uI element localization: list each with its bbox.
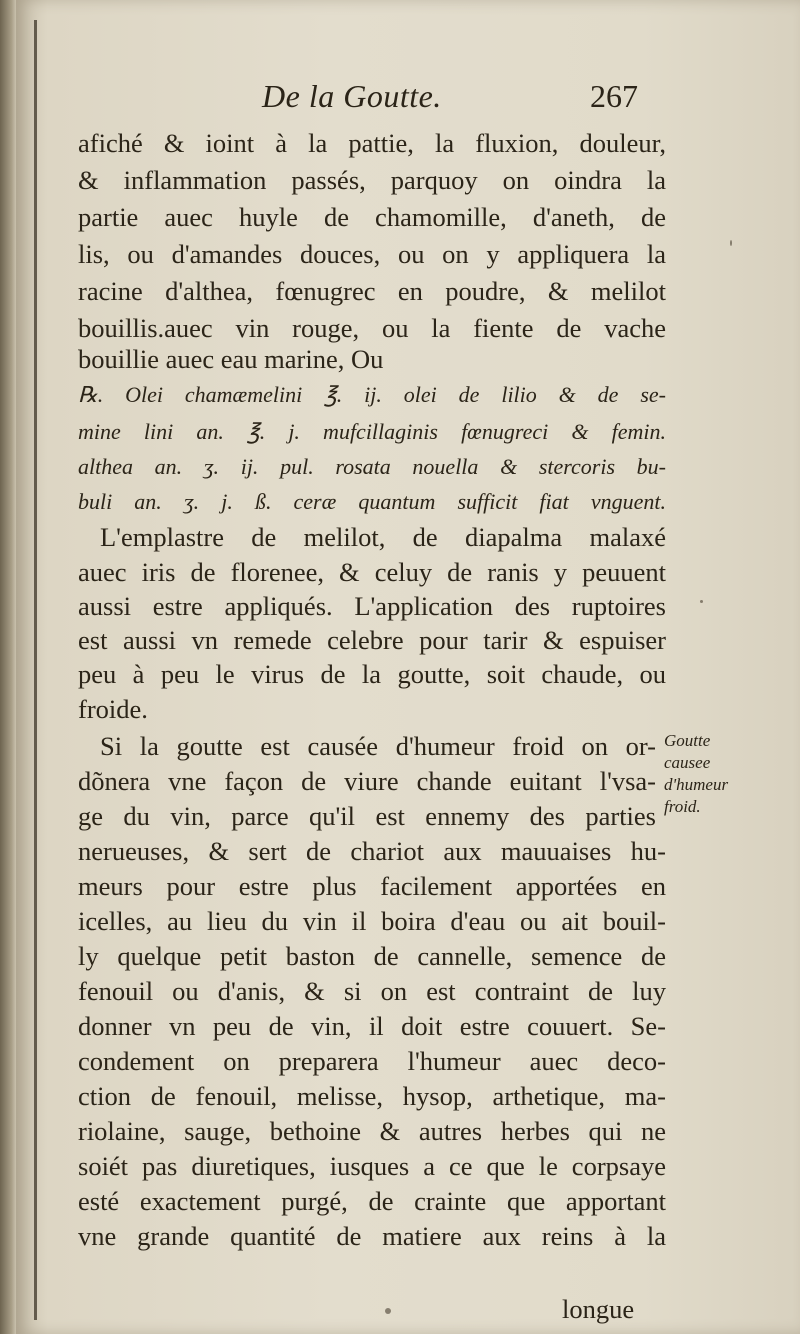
marginal-note xyxy=(664,730,764,818)
text-line: soiét pas diuretiques, iusques a ce que le corpsaye xyxy=(78,1151,666,1181)
page-edge-shadow xyxy=(0,0,16,1334)
recipe-line: althea an. ʒ. ij. pul. rosata nouella & stercoris bu- xyxy=(78,454,666,479)
text-line: meurs pour estre plus facilement apportées en xyxy=(78,871,666,901)
text-line: Si la goutte est causée d'humeur froid on or- xyxy=(100,731,656,761)
text-line: ly quelque petit baston de cannelle, semence de xyxy=(78,941,666,971)
text-line: peu à peu le virus de la goutte, soit chaude, ou xyxy=(78,659,666,689)
text-line: bouillie auec eau marine, Ou xyxy=(78,344,384,374)
marginal-note-line: causee xyxy=(664,753,711,773)
text-line: dõnera vne façon de viure chande euitant l'vsa- xyxy=(78,766,656,796)
text-line: afiché & ioint à la pattie, la fluxion, douleur, xyxy=(78,128,666,158)
paper-speck xyxy=(730,240,732,246)
page-number: 267 xyxy=(590,78,638,114)
text-line: fenouil ou d'anis, & si on est contraint de luy xyxy=(78,976,666,1006)
text-line: froide. xyxy=(78,694,148,724)
text-line: L'emplastre de melilot, de diapalma malaxé xyxy=(100,522,666,552)
text-line: condement on preparera l'humeur auec deco- xyxy=(78,1046,666,1076)
text-line: racine d'althea, fœnugrec en poudre, & melilot xyxy=(78,276,666,306)
marginal-note-line: d'humeur xyxy=(664,775,729,795)
recipe-line: buli an. ʒ. j. ß. ceræ quantum sufficit fiat vnguent. xyxy=(78,489,666,514)
text-line: bouillis.auec vin rouge, ou la fiente de vache xyxy=(78,313,666,343)
marginal-note-line: Goutte xyxy=(664,731,711,750)
recipe-line: mine lini an. ℥. j. mufcillaginis fœnugreci & femin. xyxy=(78,419,666,444)
text-line: aussi estre appliqués. L'application des ruptoires xyxy=(78,591,666,621)
text-line: donner vn peu de vin, il doit estre couuert. Se- xyxy=(78,1011,666,1041)
recipe-line: ℞. Olei chamæmelini ℥. ij. olei de lilio & de se- xyxy=(78,382,666,407)
text-line: lis, ou d'amandes douces, ou on y appliquera la xyxy=(78,239,666,269)
text-line: esté exactement purgé, de crainte que apportant xyxy=(78,1186,666,1216)
text-line: & inflammation passés, parquoy on oindra la xyxy=(78,165,666,195)
text-line: riolaine, sauge, bethoine & autres herbes qui ne xyxy=(78,1116,666,1146)
marginal-note-line: froid. xyxy=(664,797,701,817)
catchword: longue xyxy=(562,1294,635,1324)
text-line: icelles, au lieu du vin il boira d'eau ou ait bouil- xyxy=(78,906,666,936)
text-line: nerueuses, & sert de chariot aux mauuaises hu- xyxy=(78,836,666,866)
gutter-line xyxy=(34,20,37,1320)
text-line: ge du vin, parce qu'il est ennemy des parties xyxy=(78,801,656,831)
text-line: auec iris de florenee, & celuy de ranis y peuuent xyxy=(78,557,666,587)
text-line: vne grande quantité de matiere aux reins à la xyxy=(78,1221,666,1251)
text-line: ction de fenouil, melisse, hysop, arthetique, ma- xyxy=(78,1081,666,1111)
paper-speck xyxy=(385,1308,391,1314)
text-line: partie auec huyle de chamomille, d'aneth, de xyxy=(78,202,666,232)
paper-speck xyxy=(700,600,703,603)
text-line: est aussi vn remede celebre pour tarir & espuiser xyxy=(78,625,666,655)
running-title: De la Goutte. xyxy=(262,78,442,114)
